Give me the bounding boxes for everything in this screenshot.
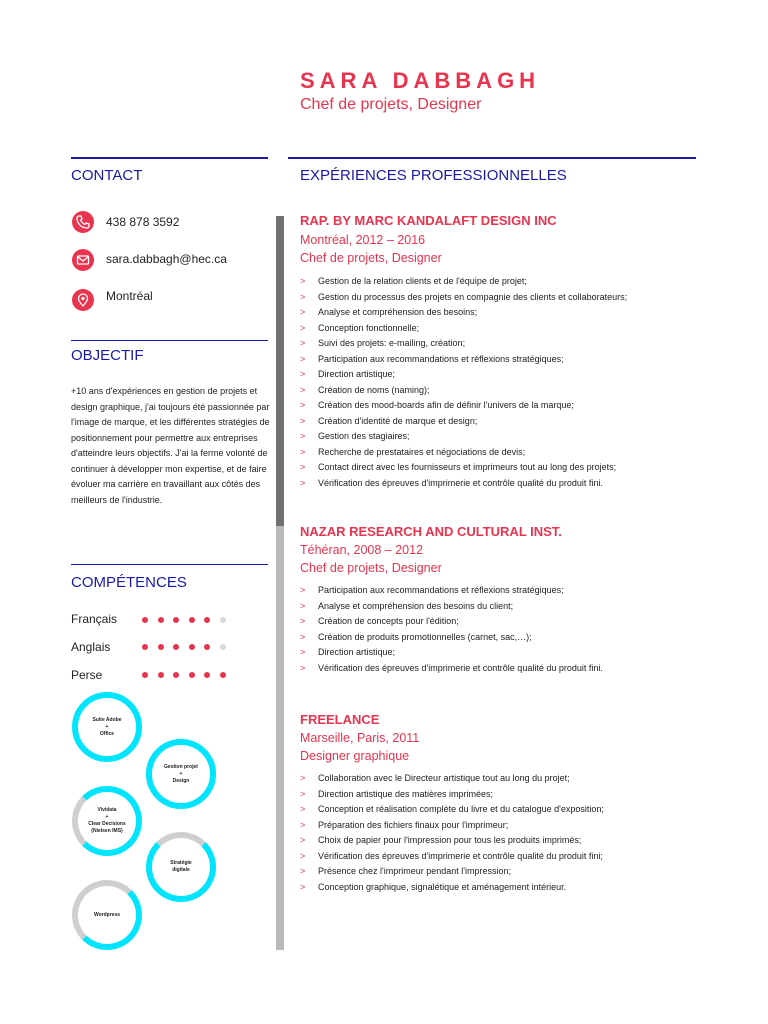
- job-title: Designer graphique: [300, 749, 410, 763]
- job-task-item: [300, 414, 627, 430]
- job-task-item: [300, 833, 604, 849]
- bullet-arrow-icon: >: [300, 788, 306, 799]
- skill-dot: [142, 672, 148, 678]
- job-task-list: [300, 583, 603, 676]
- skill-dot: [158, 672, 164, 678]
- job-task-list: [300, 771, 604, 895]
- bullet-arrow-icon: >: [300, 662, 306, 673]
- job-task-item: [300, 290, 627, 306]
- job-task-list: [300, 274, 627, 491]
- bullet-arrow-icon: >: [300, 291, 306, 302]
- job-task-item: [300, 336, 627, 352]
- job-task-text: Recherche de prestataires et négociations de devis;: [318, 446, 526, 457]
- objective-text: +10 ans d'expériences en gestion de projets et design graphique, j'ai toujours été passionnée par l'image de marque, et les différentes stratégies de positionnement pour permettre aux entreprises d'atteindre leurs objectifs. J'ai la ferme volonté de continuer à développer mon expertise, et de faire évoluer ma carrière en travaillant aux côtés des meilleurs de l'industrie.: [71, 386, 270, 505]
- bullet-arrow-icon: >: [300, 631, 306, 642]
- skill-dot: [204, 617, 210, 623]
- location-city: Montréal: [106, 289, 153, 303]
- skill-ring-label: Vividata + Clear Decisions (Nielsen IMS): [88, 807, 126, 834]
- bullet-arrow-icon: >: [300, 804, 306, 814]
- bullet-arrow-icon: >: [300, 322, 306, 333]
- job-task-text: Création de noms (naming);: [318, 384, 430, 395]
- job-task-text: Gestion de la relation clients et de l'équipe de projet;: [318, 276, 527, 286]
- job-task-text: Contact direct avec les fournisseurs et imprimeurs tout au long des projets;: [318, 462, 617, 472]
- job-task-text: Gestion des stagiaires;: [318, 431, 410, 441]
- skill-dot: [220, 644, 226, 650]
- job-task-item: [300, 614, 603, 630]
- job-task-item: [300, 802, 604, 818]
- skill-label-french: Français: [71, 612, 118, 626]
- job-task-item: [300, 460, 627, 476]
- job-task-text: Conception graphique, signalétique et aménagement intérieur.: [318, 881, 567, 892]
- job-task-item: [300, 849, 604, 865]
- skill-dot: [204, 672, 210, 678]
- skill-dot: [158, 644, 164, 650]
- job-task-text: Direction artistique;: [318, 647, 396, 657]
- job-task-item: [300, 645, 603, 661]
- job-task-item: [300, 661, 603, 677]
- skill-dot: [220, 617, 226, 623]
- job-task-text: Vérification des épreuves d'imprimerie et contrôle qualité du produit fini;: [318, 850, 603, 861]
- job-task-item: [300, 864, 604, 880]
- job-task-item: [300, 445, 627, 461]
- job-task-item: [300, 818, 604, 834]
- job-task-text: Participation aux recommandations et réflexions stratégiques;: [318, 353, 564, 364]
- contact-heading: CONTACT: [71, 167, 143, 184]
- bullet-arrow-icon: >: [300, 462, 306, 472]
- skill-ring-vividata: [72, 786, 142, 856]
- job-task-item: [300, 880, 604, 896]
- skill-label-english: Anglais: [71, 640, 111, 654]
- phone-icon: [72, 211, 94, 233]
- person-name: SARA DABBAGH: [300, 68, 541, 93]
- bullet-arrow-icon: >: [300, 600, 306, 611]
- bullet-arrow-icon: >: [300, 384, 306, 395]
- job-task-text: Création de produits promotionnelles (carnet, sac,…);: [318, 631, 532, 642]
- email-icon: [72, 249, 94, 271]
- bullet-arrow-icon: >: [300, 446, 306, 457]
- skill-ring-project-design: [146, 739, 216, 809]
- objective-rule: [71, 340, 268, 341]
- job-task-item: [300, 274, 627, 290]
- job-task-item: [300, 583, 603, 599]
- skill-dot: [173, 617, 179, 623]
- job-task-item: [300, 305, 627, 321]
- skills-heading: COMPÉTENCES: [71, 574, 187, 591]
- job-task-text: Création des mood-boards afin de définir l'univers de la marque;: [318, 400, 574, 410]
- bullet-arrow-icon: >: [300, 881, 306, 892]
- job-task-item: [300, 476, 627, 492]
- skill-dot: [189, 617, 195, 623]
- experience-heading: EXPÉRIENCES PROFESSIONNELLES: [300, 167, 567, 184]
- objective-heading: OBJECTIF: [71, 347, 144, 364]
- job-task-text: Préparation des fichiers finaux pour l'imprimeur;: [318, 819, 509, 830]
- skill-label-persian: Perse: [71, 668, 103, 682]
- job-task-text: Analyse et compréhension des besoins du client;: [318, 600, 514, 611]
- bullet-arrow-icon: >: [300, 647, 306, 657]
- job-company: RAP. BY MARC KANDALAFT DESIGN INC: [300, 213, 557, 228]
- job-task-text: Analyse et compréhension des besoins;: [318, 307, 478, 317]
- skill-dot: [204, 644, 210, 650]
- skills-rule: [71, 564, 268, 565]
- skill-dot: [158, 617, 164, 623]
- skill-ring-label: Wordpress: [93, 911, 121, 918]
- job-task-text: Conception fonctionnelle;: [318, 322, 420, 333]
- job-task-text: Présence chez l'imprimeur pendant l'impression;: [318, 866, 512, 876]
- job-title: Chef de projets, Designer: [300, 561, 442, 575]
- bullet-arrow-icon: >: [300, 773, 306, 783]
- skill-dot: [173, 644, 179, 650]
- job-place: Montréal, 2012 – 2016: [300, 233, 426, 247]
- skill-ring-label: Gestion projet + Design: [164, 763, 198, 784]
- skill-dot: [189, 672, 195, 678]
- job-task-text: Direction artistique des matières imprimées;: [318, 788, 494, 799]
- job-task-text: Collaboration avec le Directeur artistique tout au long du projet;: [318, 773, 570, 783]
- skill-ring-label: Suite Adobe + Office: [92, 716, 122, 737]
- bullet-arrow-icon: >: [300, 338, 306, 348]
- contact-rule: [71, 157, 268, 159]
- job-task-item: [300, 321, 627, 337]
- bullet-arrow-icon: >: [300, 431, 306, 441]
- job-task-item: [300, 787, 604, 803]
- job-task-text: Direction artistique;: [318, 369, 396, 379]
- job-company: NAZAR RESEARCH AND CULTURAL INST.: [300, 524, 562, 539]
- job-task-item: [300, 398, 627, 414]
- bullet-arrow-icon: >: [300, 850, 306, 861]
- job-task-item: [300, 630, 603, 646]
- job-title: Chef de projets, Designer: [300, 251, 442, 265]
- skill-dot: [173, 672, 179, 678]
- timeline-bar-light: [276, 526, 284, 950]
- job-task-text: Création d'identité de marque et design;: [318, 415, 478, 426]
- skill-dot: [220, 672, 226, 678]
- skill-ring-label: Stratégie digitale: [170, 860, 192, 873]
- job-task-item: [300, 599, 603, 615]
- job-task-item: [300, 771, 604, 787]
- job-task-text: Conception et réalisation complète du livre et du catalogue d'exposition;: [318, 804, 604, 814]
- job-task-item: [300, 367, 627, 383]
- job-task-text: Participation aux recommandations et réflexions stratégiques;: [318, 585, 564, 595]
- job-task-text: Suivi des projets: e-mailing, création;: [318, 338, 466, 348]
- skill-ring-digital-strategy: [146, 832, 216, 902]
- bullet-arrow-icon: >: [300, 276, 306, 286]
- bullet-arrow-icon: >: [300, 400, 306, 410]
- bullet-arrow-icon: >: [300, 477, 306, 488]
- job-task-item: [300, 429, 627, 445]
- job-task-item: [300, 383, 627, 399]
- skill-dot: [189, 644, 195, 650]
- experience-rule: [288, 157, 696, 159]
- bullet-arrow-icon: >: [300, 369, 306, 379]
- person-role: Chef de projets, Designer: [300, 96, 482, 113]
- bullet-arrow-icon: >: [300, 307, 306, 317]
- phone-number: 438 878 3592: [106, 215, 180, 229]
- bullet-arrow-icon: >: [300, 353, 306, 364]
- job-task-text: Création de concepts pour l'édition;: [318, 616, 459, 626]
- job-task-text: Vérification des épreuves d'imprimerie et contrôle qualité du produit fini.: [318, 662, 603, 673]
- skill-ring-wordpress: [72, 880, 142, 950]
- bullet-arrow-icon: >: [300, 835, 306, 845]
- job-task-text: Vérification des épreuves d'imprimerie et contrôle qualité du produit fini.: [318, 477, 603, 488]
- job-place: Téhéran, 2008 – 2012: [300, 543, 424, 557]
- job-place: Marseille, Paris, 2011: [300, 731, 420, 745]
- skill-dot: [142, 644, 148, 650]
- skill-ring-adobe-office: [72, 692, 142, 762]
- bullet-arrow-icon: >: [300, 819, 306, 830]
- job-task-item: [300, 352, 627, 368]
- job-company: FREELANCE: [300, 712, 380, 727]
- location-pin-icon: [72, 289, 94, 311]
- bullet-arrow-icon: >: [300, 616, 306, 626]
- job-task-text: Gestion du processus des projets en compagnie des clients et collaborateurs;: [318, 291, 628, 302]
- job-task-text: Choix de papier pour l'impression pour tous les produits imprimés;: [318, 835, 582, 845]
- bullet-arrow-icon: >: [300, 585, 306, 595]
- bullet-arrow-icon: >: [300, 866, 306, 876]
- skill-dot: [142, 617, 148, 623]
- timeline-bar-dark: [276, 216, 284, 526]
- bullet-arrow-icon: >: [300, 415, 306, 426]
- email-address: sara.dabbagh@hec.ca: [106, 252, 227, 266]
